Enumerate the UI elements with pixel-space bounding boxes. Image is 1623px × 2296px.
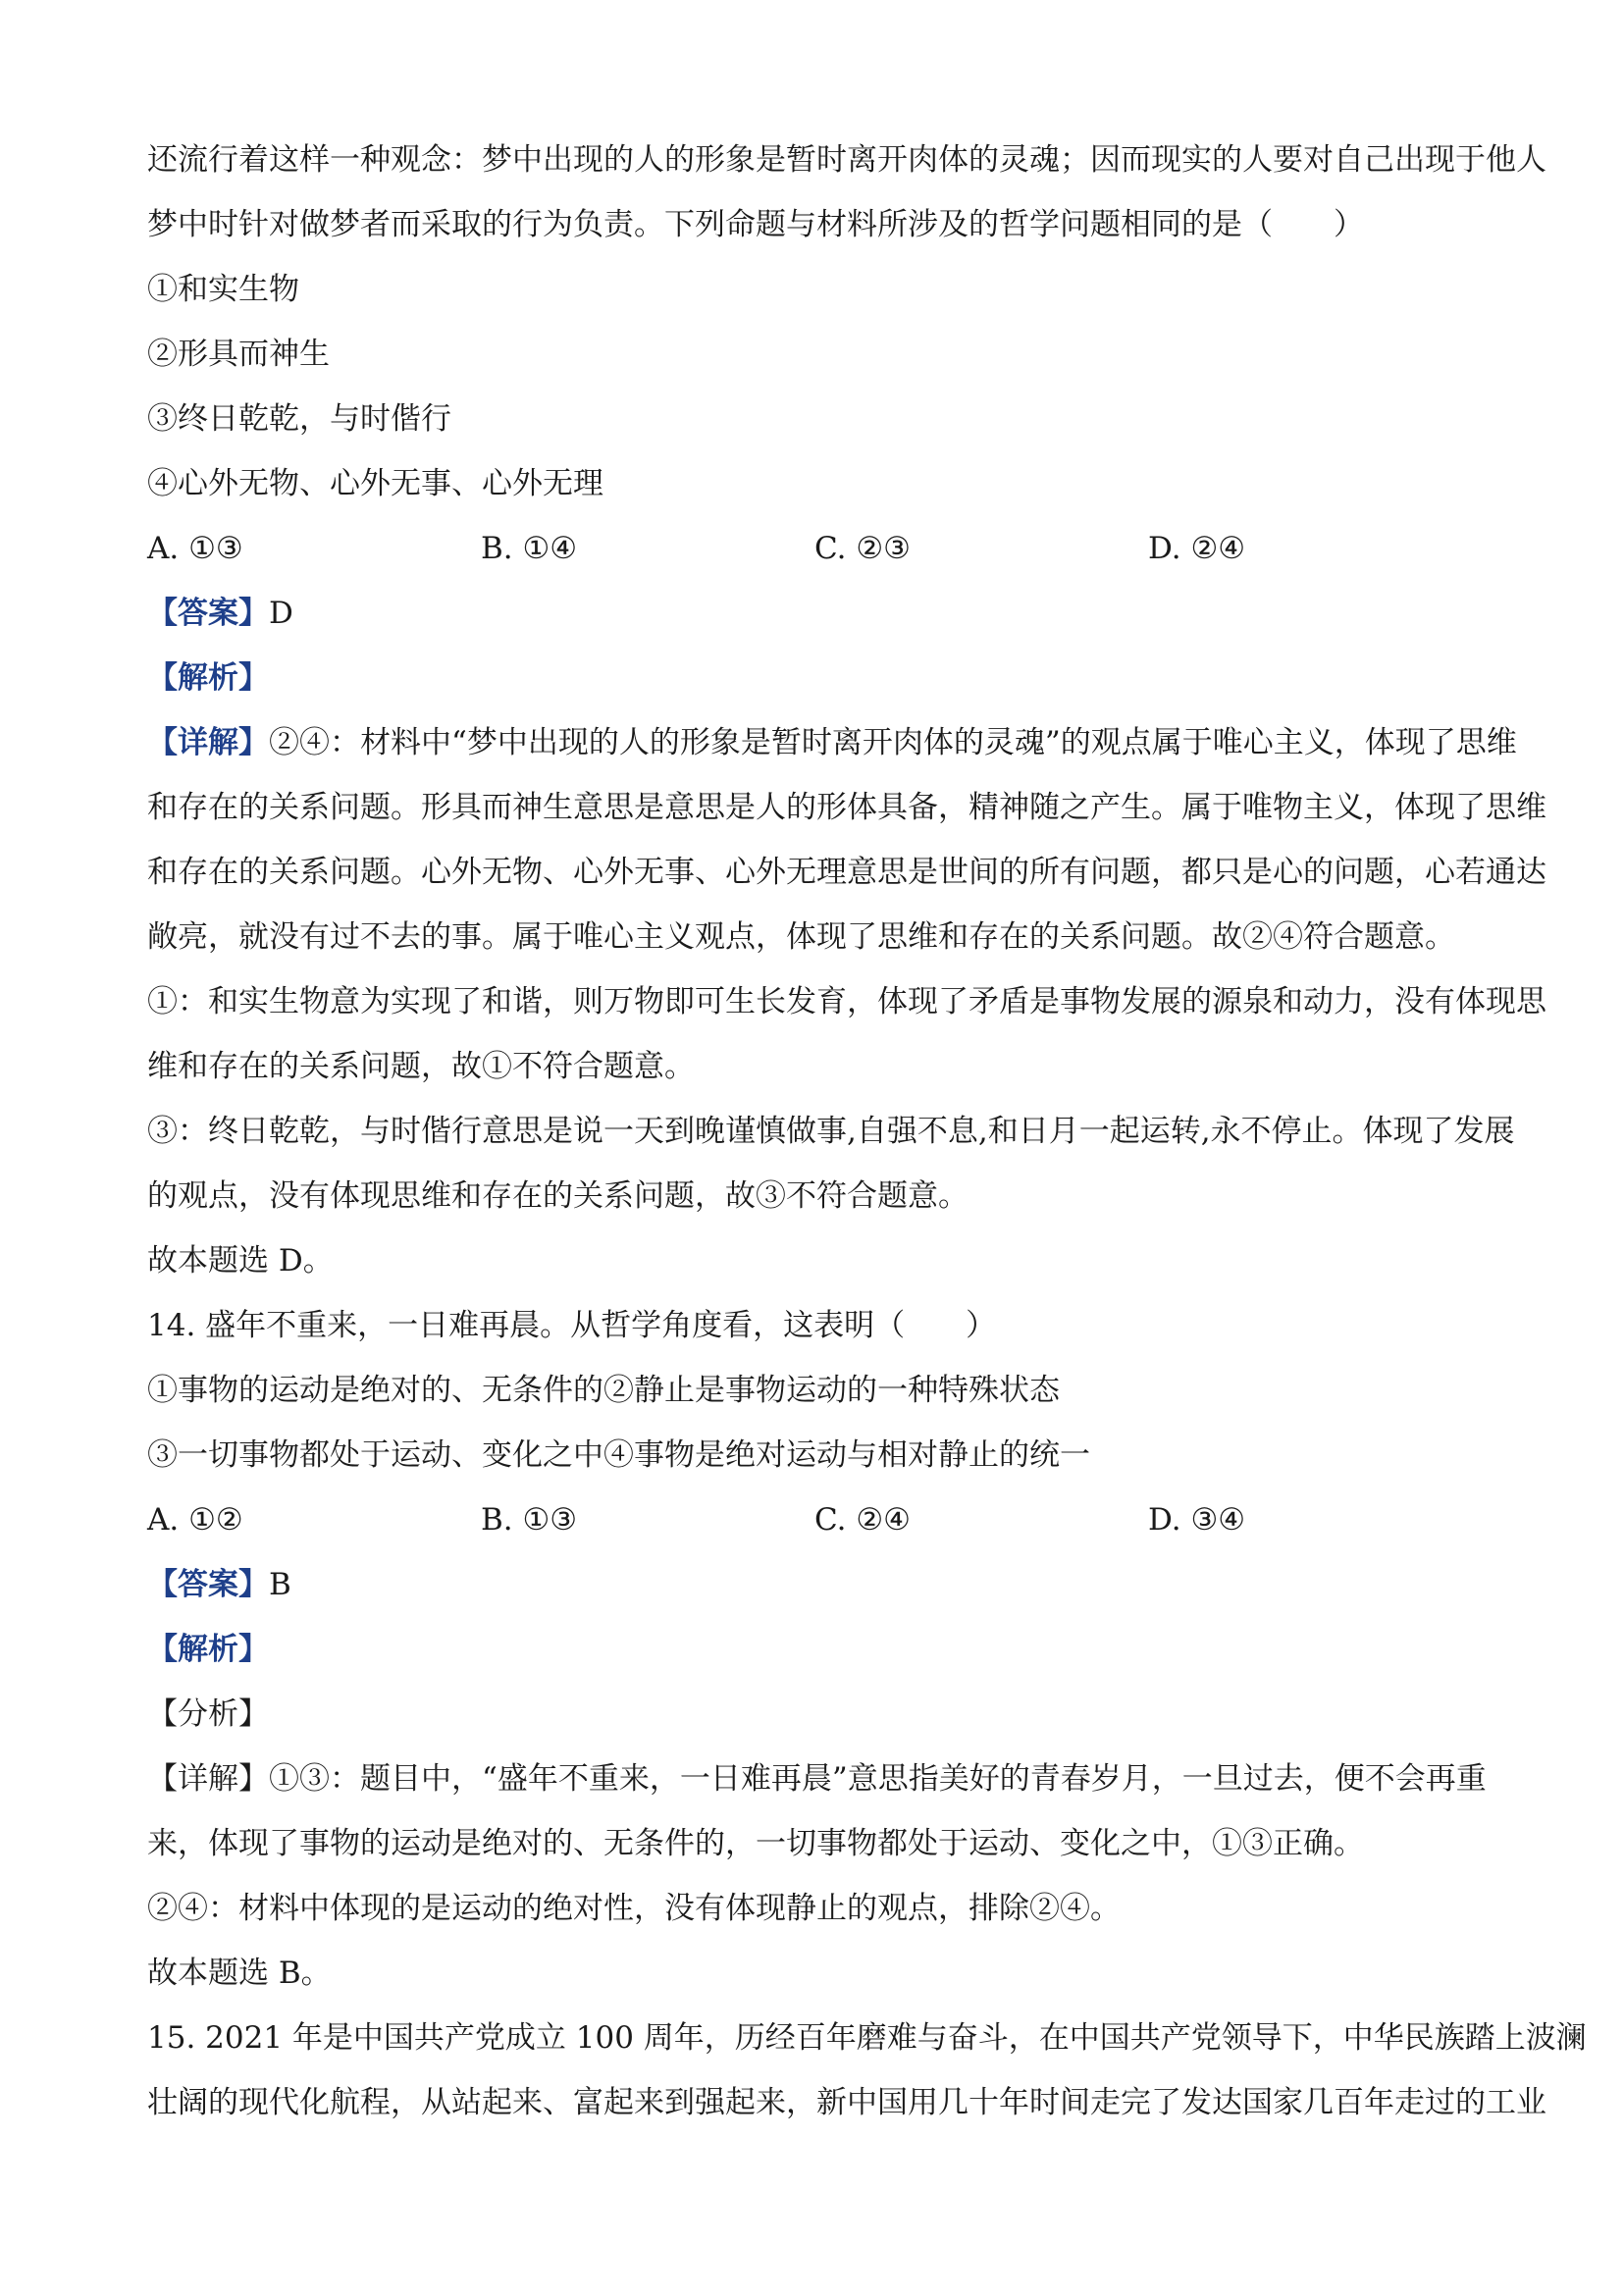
q13-item: ③终日乾乾，与时偕行 <box>147 401 451 437</box>
jiexi-tag: 【解析】 <box>147 1632 269 1667</box>
q14-detail-line: 来，体现了事物的运动是绝对的、无条件的，一切事物都处于运动、变化之中，①③正确。 <box>147 1826 1364 1861</box>
q13-stem-line: 梦中时针对做梦者而采取的行为负责。下列命题与材料所涉及的哲学问题相同的是（ ） <box>147 207 1364 242</box>
q13-stem-line: 还流行着这样一种观念：梦中出现的人的形象是暂时离开肉体的灵魂；因而现实的人要对自己出现于他人 <box>147 142 1546 178</box>
q15-stem-line: 15. 2021 年是中国共产党成立 100 周年，历经百年磨难与奋斗，在中国共产党领导下，中华民族踏上波澜 <box>147 2020 1587 2056</box>
q14-item: ③一切事物都处于运动、变化之中④事物是绝对运动与相对静止的统一 <box>147 1437 1090 1473</box>
q14-option-a: A. ①② <box>147 1502 243 1538</box>
q13-answer-row <box>147 581 1501 646</box>
q13-option-d: D. ②④ <box>1148 531 1246 566</box>
q13-detail-line: 维和存在的关系问题，故①不符合题意。 <box>147 1049 695 1084</box>
q15-stem-line: 壮阔的现代化航程，从站起来、富起来到强起来，新中国用几十年时间走完了发达国家几百年走过的工业 <box>147 2085 1546 2120</box>
q13-detail-line: ①：和实生物意为实现了和谐，则万物即可生长发育，体现了矛盾是事物发展的源泉和动力，没有体现思 <box>147 984 1546 1019</box>
q13-detail-line: 敞亮，就没有过不去的事。属于唯心主义观点，体现了思维和存在的关系问题。故②④符合题意。 <box>147 919 1455 955</box>
q14-options <box>147 1487 1501 1552</box>
q13-item: ①和实生物 <box>147 272 299 307</box>
q14-fenxi-row <box>147 1682 1501 1747</box>
q13-answer: D <box>269 596 293 631</box>
q13-option-c: C. ②③ <box>814 531 911 566</box>
q13-detail-line <box>147 710 1517 775</box>
detail-tag: 【详解】 <box>147 725 269 760</box>
q14-item: ①事物的运动是绝对的、无条件的②静止是事物运动的一种特殊状态 <box>147 1373 1060 1408</box>
answer-tag: 【答案】 <box>147 596 269 631</box>
q13-detail-text: ②④：材料中“梦中出现的人的形象是暂时离开肉体的灵魂”的观点属于唯心主义，体现了思维 <box>269 725 1517 760</box>
q13-detail-line: 故本题选 D。 <box>147 1243 334 1278</box>
q14-detail-line: ②④：材料中体现的是运动的绝对性，没有体现静止的观点，排除②④。 <box>147 1891 1121 1926</box>
jiexi-tag: 【解析】 <box>147 660 269 696</box>
document-page <box>147 128 1587 2135</box>
q13-option-b: B. ①④ <box>481 531 578 566</box>
q14-detail-line: 故本题选 B。 <box>147 1956 332 1991</box>
detail-tag: 【详解】 <box>147 1761 269 1797</box>
q13-options <box>147 516 1501 581</box>
q14-answer: B <box>269 1567 291 1602</box>
q14-option-c: C. ②④ <box>814 1502 911 1538</box>
answer-tag: 【答案】 <box>147 1567 269 1602</box>
q14-detail-text: ①③：题目中，“盛年不重来，一日难再晨”意思指美好的青春岁月，一旦过去，便不会再重 <box>269 1761 1487 1797</box>
q13-detail-line: ③：终日乾乾，与时偕行意思是说一天到晚谨慎做事,自强不息,和日月一起运转,永不停止。体现了发展 <box>147 1114 1515 1149</box>
q14-answer-row <box>147 1552 1501 1617</box>
q13-item: ④心外无物、心外无事、心外无理 <box>147 466 603 501</box>
q14-jiexi-row <box>147 1617 1501 1682</box>
q13-option-a: A. ①③ <box>147 531 243 566</box>
q13-jiexi-row <box>147 646 1501 710</box>
q14-detail-line <box>147 1747 1501 1811</box>
q13-item: ②形具而神生 <box>147 337 330 372</box>
q13-detail-line: 和存在的关系问题。形具而神生意思是意思是人的形体具备，精神随之产生。属于唯物主义，体现了思维 <box>147 790 1546 825</box>
q13-detail-line: 和存在的关系问题。心外无物、心外无事、心外无理意思是世间的所有问题，都只是心的问题，心若通达 <box>147 855 1546 890</box>
q14-option-d: D. ③④ <box>1148 1502 1246 1538</box>
q14-stem: 14. 盛年不重来，一日难再晨。从哲学角度看，这表明（ ） <box>147 1308 997 1343</box>
q14-option-b: B. ①③ <box>481 1502 578 1538</box>
fenxi-tag: 【分析】 <box>147 1696 269 1732</box>
q13-detail-line: 的观点，没有体现思维和存在的关系问题，故③不符合题意。 <box>147 1178 969 1214</box>
